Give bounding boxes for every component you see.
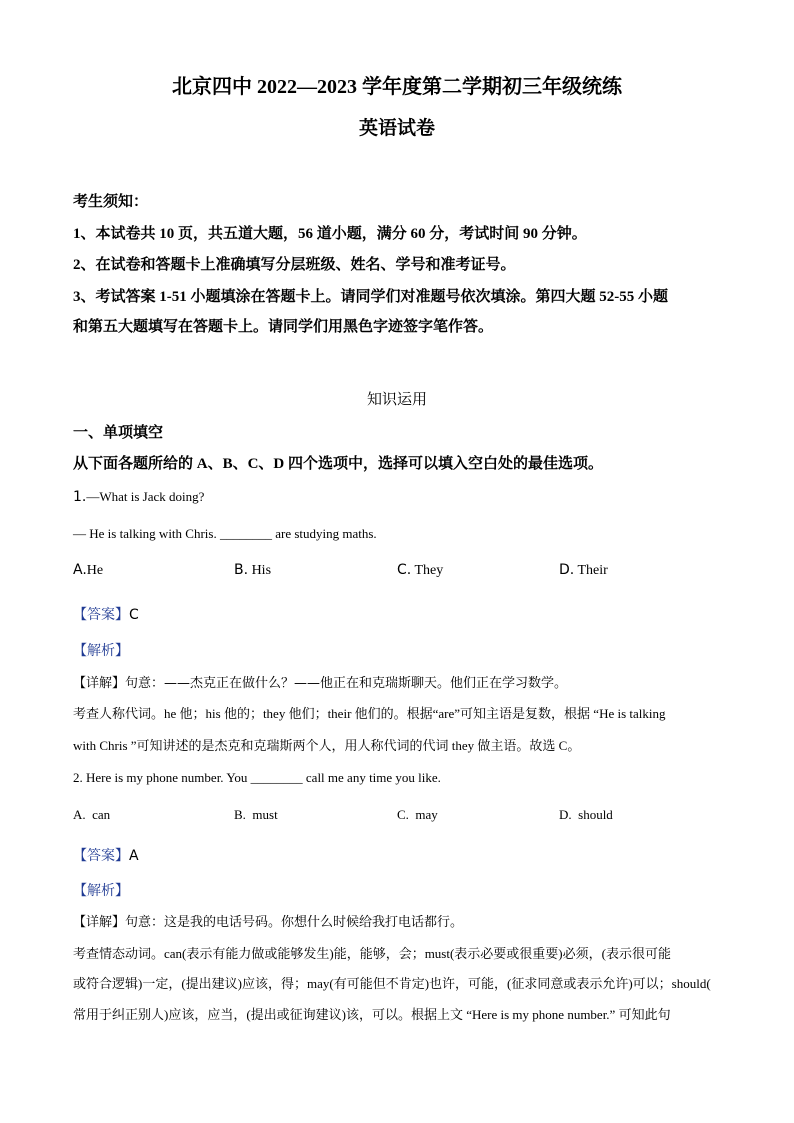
q2-explain-line-1: 考查情态动词。can(表示有能力做或能够发生)能，能够，会；must(表示必要或很重要)必须，(表示很可能 <box>73 946 671 961</box>
q1-option-c: C. They <box>397 562 444 578</box>
q2-stem-line <box>73 770 441 786</box>
exam-title: 北京四中 2022—2023 学年度第二学期初三年级统练 <box>172 76 622 98</box>
q1-stem: —What is Jack doing? <box>86 489 205 504</box>
notice-heading: 考生须知： <box>73 194 149 210</box>
q2-explain-line-3: 常用于纠正别人)应该，应当，(提出或征询建议)该，可以。根据上文 “Here is my phone number.” 可知此句 <box>73 1007 671 1022</box>
q1-explain-line-2: with Chris ”可知讲述的是杰克和克瑞斯两个人，用人称代词的代词 they 做主语。故选 C。 <box>73 738 581 753</box>
q2-stem: Here is my phone number. You ________ call me any time you like. <box>86 770 441 785</box>
q2-answer-tag: 【答案】 <box>73 848 129 864</box>
q2-answer-value: A <box>129 848 139 864</box>
q2-explain-line-2: 或符合逻辑)一定，(提出建议)应该，得；may(有可能但不肯定)也许，可能，(征求同意或表示允许)可以；should( <box>73 976 711 991</box>
q2-option-b: B. must <box>234 807 278 822</box>
q1-stem-line <box>73 489 204 505</box>
notice-item-3-cont: 和第五大题填写在答题卡上。请同学们用黑色字迹签字笔作答。 <box>73 319 494 335</box>
q1-option-d: D. Their <box>559 562 608 578</box>
notice-item-2: 2、在试卷和答题卡上准确填写分层班级、姓名、学号和准考证号。 <box>73 257 516 273</box>
q1-explain-line-1: 考查人称代词。he 他；his 他的；they 他们；their 他们的。根据“are”可知主语是复数，根据 “He is talking <box>73 706 666 721</box>
q1-number: 1. <box>73 489 87 505</box>
notice-item-1: 1、本试卷共 10 页，共五道大题，56 道小题，满分 60 分，考试时间 90 分钟。 <box>73 226 587 242</box>
q1-answer-tag: 【答案】 <box>73 607 129 623</box>
q2-detail: 【详解】句意：这是我的电话号码。你想什么时候给我打电话都行。 <box>73 915 464 930</box>
exam-subtitle: 英语试卷 <box>358 118 435 139</box>
q2-option-d: D. should <box>559 807 613 822</box>
q2-option-a: A. can <box>73 807 111 822</box>
part-title: 一、单项填空 <box>73 425 164 441</box>
q1-analysis-tag: 【解析】 <box>73 643 129 659</box>
q1-line2: — He is talking with Chris. ________ are studying maths. <box>73 526 377 541</box>
notice-item-3: 3、考试答案 1-51 小题填涂在答题卡上。请同学们对准题号依次填涂。第四大题 52-55 小题 <box>73 289 668 305</box>
q2-analysis-tag: 【解析】 <box>73 883 129 899</box>
q1-detail: 【详解】句意：——杰克正在做什么？——他正在和克瑞斯聊天。他们正在学习数学。 <box>73 676 568 691</box>
q2-detail-tag: 【详解】 <box>73 915 126 930</box>
q2-answer <box>73 845 139 865</box>
q1-option-b: B. His <box>234 562 272 578</box>
q1-answer-value: C <box>129 607 139 623</box>
q2-option-c: C. may <box>397 807 438 822</box>
section-name: 知识运用 <box>366 392 427 408</box>
q1-detail-tag: 【详解】 <box>73 676 126 691</box>
part-instruction: 从下面各题所给的 A、B、C、D 四个选项中，选择可以填入空白处的最佳选项。 <box>73 456 604 472</box>
q1-option-a: A.He <box>73 562 104 578</box>
q1-answer <box>73 604 139 624</box>
q2-number: 2. <box>73 770 83 785</box>
